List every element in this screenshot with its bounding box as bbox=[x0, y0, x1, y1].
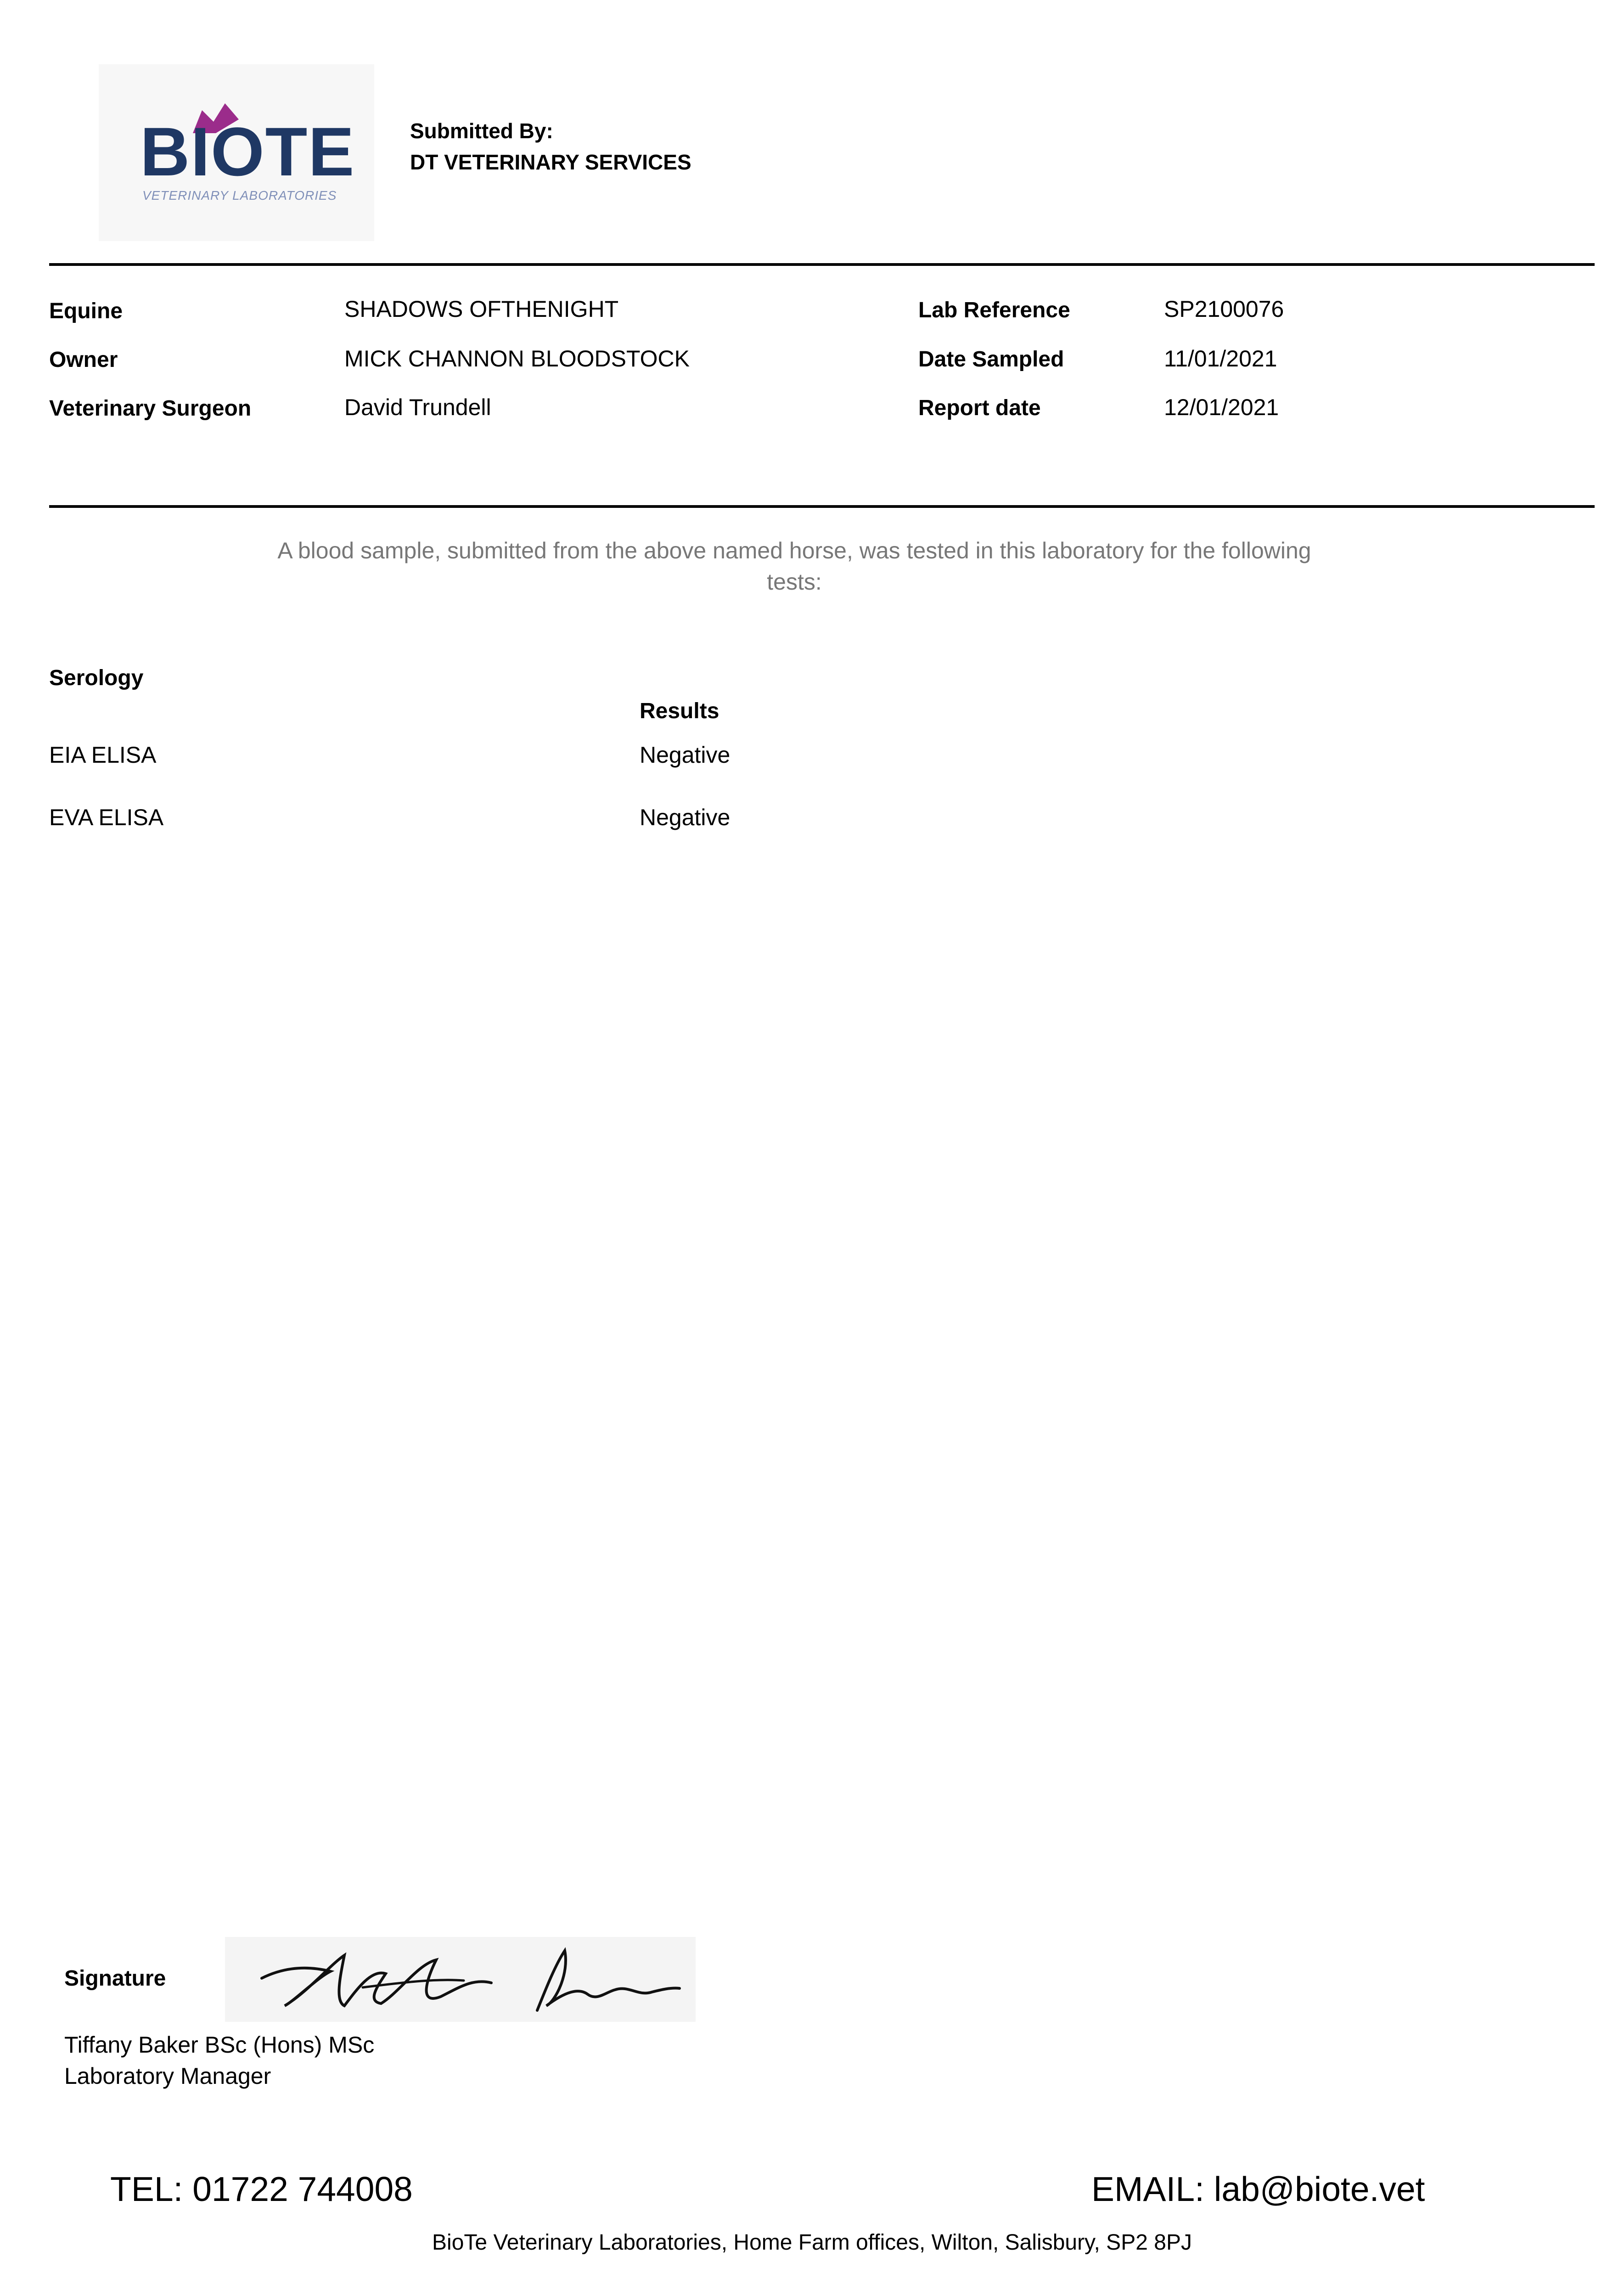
signature-label: Signature bbox=[64, 1966, 166, 1991]
serology-heading: Serology bbox=[49, 666, 144, 690]
report-date-value: 12/01/2021 bbox=[1164, 394, 1279, 420]
logo-subtitle: VETERINARY LABORATORIES bbox=[142, 188, 337, 203]
vet-label: Veterinary Surgeon bbox=[49, 396, 252, 421]
signatory-name: Tiffany Baker BSc (Hons) MSc bbox=[64, 2032, 375, 2058]
details-divider bbox=[49, 505, 1595, 508]
owner-value: MICK CHANNON BLOODSTOCK bbox=[344, 346, 690, 371]
report-date-label: Report date bbox=[918, 396, 1041, 420]
test-name: EIA ELISA bbox=[49, 742, 157, 768]
date-sampled-label: Date Sampled bbox=[918, 347, 1064, 371]
submitted-by-label: Submitted By: bbox=[410, 119, 553, 143]
test-name: EVA ELISA bbox=[49, 805, 164, 830]
header-divider bbox=[49, 263, 1595, 266]
intro-text: A blood sample, submitted from the above named horse, was tested in this laboratory for the following tests: bbox=[277, 538, 1311, 595]
equine-value: SHADOWS OFTHENIGHT bbox=[344, 296, 619, 322]
lab-reference-label: Lab Reference bbox=[918, 298, 1070, 322]
lab-reference-value: SP2100076 bbox=[1164, 296, 1284, 322]
signatory-title: Laboratory Manager bbox=[64, 2063, 271, 2089]
footer-address: BioTe Veterinary Laboratories, Home Farm offices, Wilton, Salisbury, SP2 8PJ bbox=[432, 2230, 1192, 2255]
logo-brand: BIOTE bbox=[140, 113, 355, 190]
signature-image bbox=[225, 1937, 696, 2022]
owner-label: Owner bbox=[49, 348, 118, 372]
footer-email[interactable]: EMAIL: lab@biote.vet bbox=[1091, 2170, 1425, 2208]
handwritten-signature-icon bbox=[225, 1937, 696, 2022]
results-header: Results bbox=[640, 699, 719, 723]
footer-telephone: TEL: 01722 744008 bbox=[110, 2170, 413, 2208]
vet-value: David Trundell bbox=[344, 394, 491, 420]
submitted-by-name: DT VETERINARY SERVICES bbox=[410, 150, 691, 174]
test-result: Negative bbox=[640, 805, 731, 830]
test-result: Negative bbox=[640, 742, 731, 768]
date-sampled-value: 11/01/2021 bbox=[1164, 346, 1277, 371]
equine-label: Equine bbox=[49, 299, 123, 323]
